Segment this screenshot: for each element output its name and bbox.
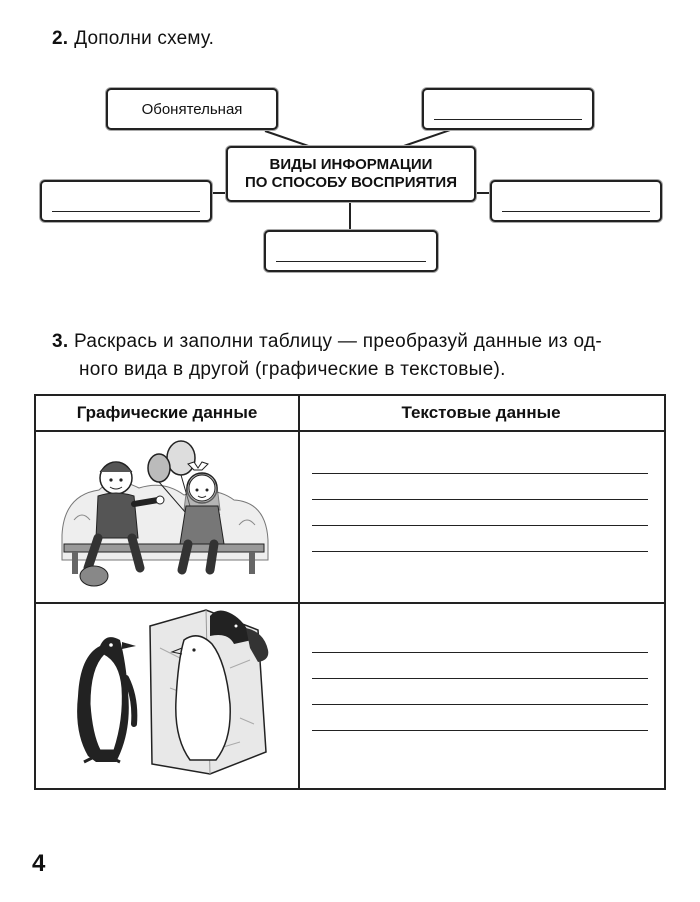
answer-line[interactable] [312,551,648,552]
box-blank-left[interactable] [40,180,212,222]
answer-line[interactable] [502,211,650,212]
page-number: 4 [32,850,46,877]
answer-line[interactable] [312,473,648,474]
table-column-divider [298,394,300,788]
answer-line[interactable] [52,211,200,212]
penguins-ice-illustration [60,608,276,776]
center-title-line1: ВИДЫ ИНФОРМАЦИИ [269,156,433,173]
task2-number: 2. [52,28,69,49]
task3-line2: ного вида в другой (графические в текстовые). [79,359,506,380]
task3-text [52,328,664,384]
table-header-divider [34,430,664,432]
task3-number: 3. [52,331,69,352]
task2-text: Дополни схему. [74,28,215,49]
task3-line1: Раскрась и заполни таблицу — преобразуй данные из од- [74,331,602,352]
answer-line[interactable] [276,261,426,262]
answer-line[interactable] [312,678,648,679]
box-blank-top-right[interactable] [422,88,594,130]
answer-line[interactable] [312,499,648,500]
children-bench-illustration [54,440,278,592]
answer-line[interactable] [312,652,648,653]
table-row-divider [34,602,664,604]
header-text-data: Текстовые данные [401,403,561,422]
answer-line[interactable] [312,525,648,526]
answer-line[interactable] [312,730,648,731]
box-olfactory [106,88,278,130]
header-graphic-data: Графические данные [76,403,258,422]
answer-line[interactable] [312,704,648,705]
box-olfactory-label: Обонятельная [141,100,243,118]
answer-line[interactable] [434,119,582,120]
connector-bottom [349,200,351,230]
center-title-line2: ПО СПОСОБУ ВОСПРИЯТИЯ [245,174,457,191]
task2-title [52,28,214,50]
box-center-title [226,146,476,202]
box-blank-right[interactable] [490,180,662,222]
box-blank-bottom[interactable] [264,230,438,272]
